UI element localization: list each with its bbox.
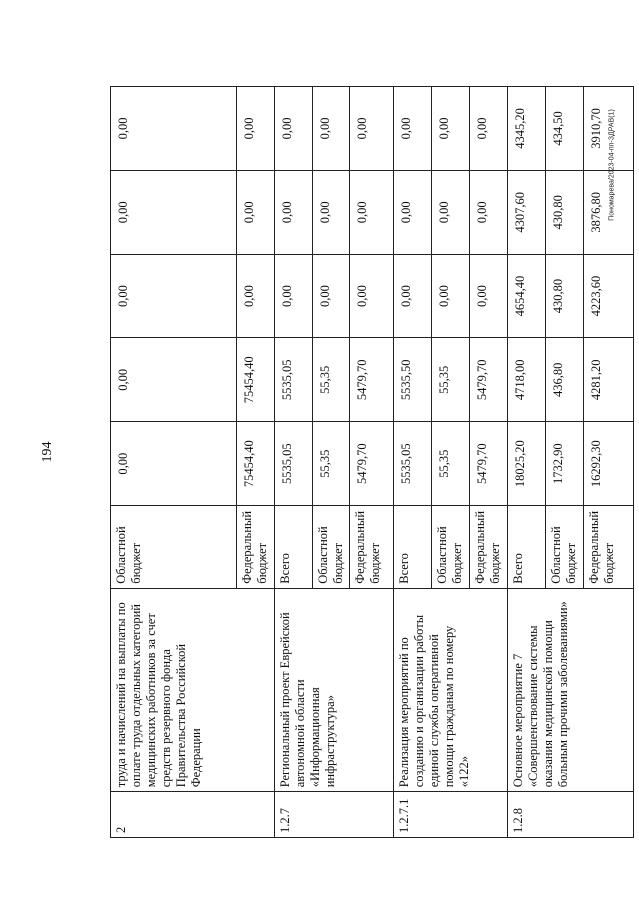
table-row (275, 87, 313, 838)
value-cell: 75454,40 (237, 338, 275, 422)
value-cell: 5535,05 (275, 338, 313, 422)
value-cell: 0,00 (275, 170, 313, 254)
table-row (111, 87, 237, 838)
value-cell: 5479,70 (350, 338, 394, 422)
document-stamp: Пономарева/2023-04-пп-ЗДРАВ(1) (608, 109, 616, 221)
value-cell: 5535,50 (394, 338, 432, 422)
value-cell: 0,00 (111, 338, 237, 422)
value-cell: 0,00 (350, 87, 394, 171)
value-cell: 4345,20 (508, 87, 546, 171)
value-cell: 3910,70 (584, 87, 634, 171)
value-cell: 4281,20 (584, 338, 634, 422)
funding-source: Федеральный бюджет (237, 506, 275, 589)
row-code: 1.2.8 (508, 792, 634, 838)
value-cell: 0,00 (237, 170, 275, 254)
value-cell: 0,00 (394, 170, 432, 254)
value-cell: 0,00 (275, 87, 313, 171)
value-cell: 5479,70 (350, 422, 394, 506)
funding-source: Федеральный бюджет (584, 506, 634, 589)
value-cell: 0,00 (111, 170, 237, 254)
value-cell: 0,00 (470, 87, 508, 171)
value-cell: 0,00 (350, 254, 394, 338)
row-name: Региональный проект Еврейской автономной области «Информационная инфраструктура» (275, 588, 394, 792)
row-code: 1.2.7 (275, 792, 394, 838)
value-cell: 0,00 (237, 254, 275, 338)
row-name: труда и начислений на выплаты по оплате труда отдельных категорий медицинских работников за счет средств резервного фонда Правительства Российской Федерации (111, 588, 275, 792)
value-cell: 0,00 (470, 170, 508, 254)
value-cell: 3876,80 (584, 170, 634, 254)
funding-source: Областной бюджет (313, 506, 350, 589)
value-cell: 0,00 (432, 87, 470, 171)
value-cell: 75454,40 (237, 422, 275, 506)
value-cell: 0,00 (432, 170, 470, 254)
row-code: 2 (111, 792, 275, 838)
value-cell: 0,00 (350, 170, 394, 254)
funding-source: Федеральный бюджет (350, 506, 394, 589)
value-cell: 55,35 (432, 422, 470, 506)
funding-source: Федеральный бюджет (470, 506, 508, 589)
funding-source: Всего (275, 506, 313, 589)
value-cell: 0,00 (432, 254, 470, 338)
value-cell: 0,00 (470, 254, 508, 338)
value-cell: 5479,70 (470, 422, 508, 506)
value-cell: 0,00 (313, 254, 350, 338)
value-cell: 55,35 (313, 338, 350, 422)
funding-source: Всего (508, 506, 546, 589)
value-cell: 0,00 (394, 87, 432, 171)
funding-source: Областной бюджет (432, 506, 470, 589)
value-cell: 55,35 (432, 338, 470, 422)
value-cell: 5535,05 (394, 422, 432, 506)
value-cell: 0,00 (313, 87, 350, 171)
value-cell: 430,80 (546, 254, 584, 338)
value-cell: 18025,20 (508, 422, 546, 506)
budget-table (110, 86, 634, 838)
funding-source: Всего (394, 506, 432, 589)
value-cell: 434,50 (546, 87, 584, 171)
value-cell: 0,00 (394, 254, 432, 338)
value-cell: 0,00 (111, 422, 237, 506)
table-row (394, 87, 432, 838)
funding-source: Областной бюджет (111, 506, 237, 589)
funding-source: Областной бюджет (546, 506, 584, 589)
table-row (508, 87, 546, 838)
row-name: Основное мероприятие 7 «Совершенствование системы оказания медицинской помощи больным прочими заболеваниями» (508, 588, 634, 792)
value-cell: 4307,60 (508, 170, 546, 254)
value-cell: 4718,00 (508, 338, 546, 422)
value-cell: 0,00 (237, 87, 275, 171)
value-cell: 5535,05 (275, 422, 313, 506)
value-cell: 0,00 (313, 170, 350, 254)
value-cell: 430,80 (546, 170, 584, 254)
value-cell: 16292,30 (584, 422, 634, 506)
value-cell: 0,00 (111, 87, 237, 171)
value-cell: 0,00 (275, 254, 313, 338)
value-cell: 4654,40 (508, 254, 546, 338)
value-cell: 436,80 (546, 338, 584, 422)
value-cell: 0,00 (111, 254, 237, 338)
row-name: Реализация мероприятий по созданию и организации работы единой службы оперативной помощи гражданам по номеру «122» (394, 588, 508, 792)
value-cell: 1732,90 (546, 422, 584, 506)
value-cell: 55,35 (313, 422, 350, 506)
row-code: 1.2.7.1 (394, 792, 508, 838)
value-cell: 4223,60 (584, 254, 634, 338)
value-cell: 5479,70 (470, 338, 508, 422)
page-number: 194 (40, 441, 55, 463)
